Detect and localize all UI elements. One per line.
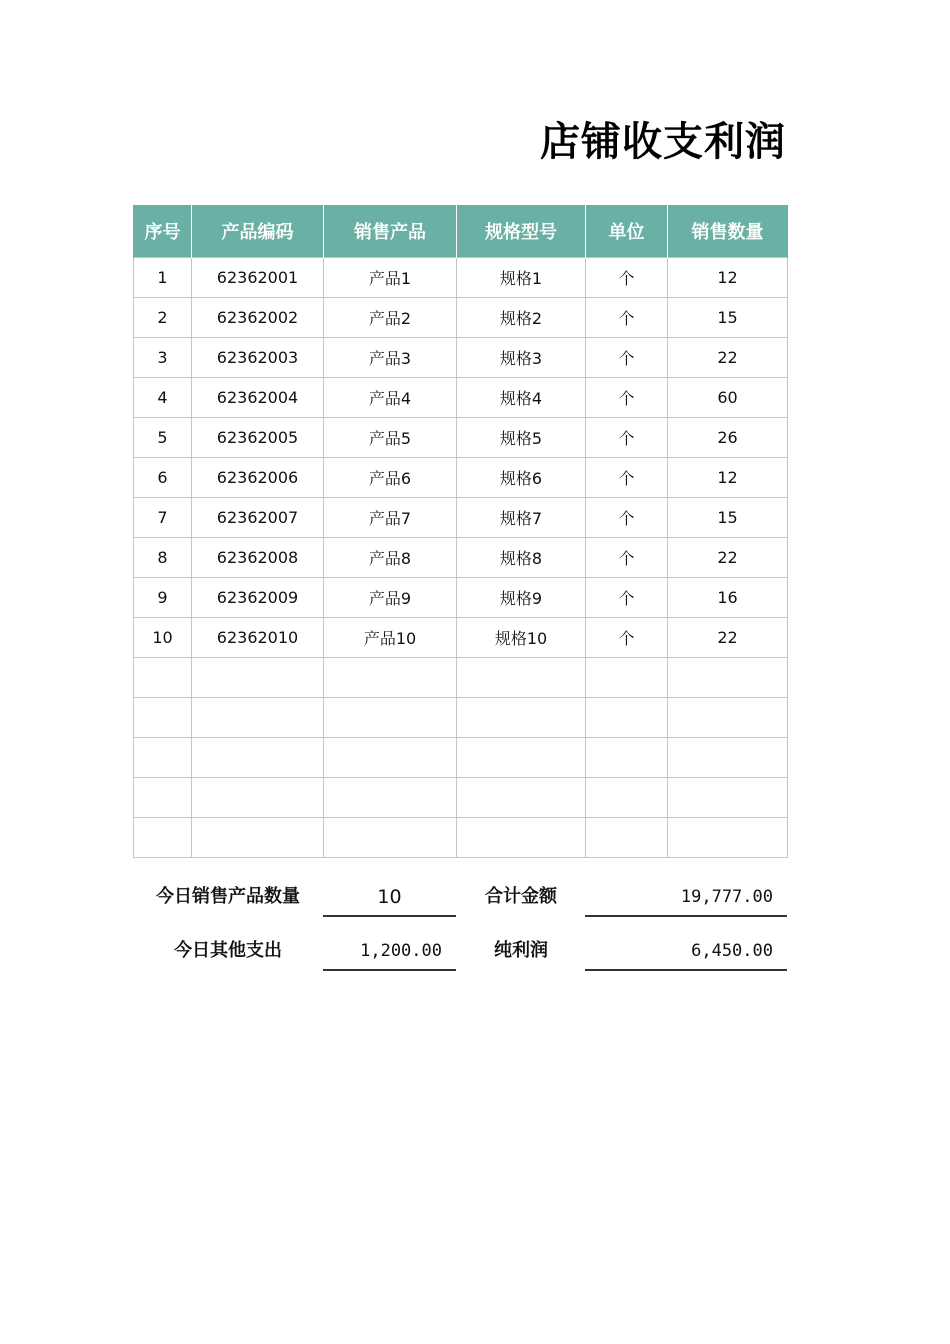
cell-unit: 个 (586, 497, 668, 537)
cell-spec: 规格10 (457, 617, 586, 657)
cell-index: 4 (134, 377, 192, 417)
cell-unit (586, 737, 668, 777)
cell-unit (586, 657, 668, 697)
cell-unit: 个 (586, 417, 668, 457)
sales-table (133, 205, 788, 858)
cell-index: 10 (134, 617, 192, 657)
table-row (134, 497, 788, 537)
products-count-label: 今日销售产品数量 (156, 886, 300, 907)
page-title: 店铺收支利润 (540, 119, 786, 165)
cell-unit: 个 (586, 257, 668, 297)
cell-unit (586, 697, 668, 737)
other-expense-value: 1,200.00 (323, 931, 456, 971)
cell-unit: 个 (586, 297, 668, 337)
cell-product-code (192, 817, 324, 857)
header-unit: 单位 (586, 205, 668, 257)
cell-index (134, 697, 192, 737)
cell-product-code: 62362009 (192, 577, 324, 617)
cell-spec: 规格7 (457, 497, 586, 537)
cell-product: 产品6 (324, 457, 457, 497)
cell-product: 产品1 (324, 257, 457, 297)
cell-spec: 规格6 (457, 457, 586, 497)
cell-product: 产品8 (324, 537, 457, 577)
total-amount-value: 19,777.00 (585, 877, 787, 917)
cell-quantity: 22 (668, 617, 788, 657)
cell-quantity: 15 (668, 497, 788, 537)
cell-quantity: 12 (668, 257, 788, 297)
cell-index (134, 817, 192, 857)
table-row (134, 417, 788, 457)
cell-product-code: 62362003 (192, 337, 324, 377)
cell-product-code: 62362001 (192, 257, 324, 297)
cell-spec: 规格8 (457, 537, 586, 577)
table-row (134, 337, 788, 377)
table-row (134, 577, 788, 617)
cell-product (324, 777, 457, 817)
cell-spec: 规格3 (457, 337, 586, 377)
cell-unit: 个 (586, 457, 668, 497)
table-body (134, 257, 788, 857)
cell-index: 2 (134, 297, 192, 337)
table-row (134, 457, 788, 497)
cell-unit: 个 (586, 617, 668, 657)
table-row (134, 697, 788, 737)
header-index: 序号 (134, 205, 192, 257)
cell-index: 8 (134, 537, 192, 577)
table-row (134, 257, 788, 297)
cell-product: 产品9 (324, 577, 457, 617)
cell-product (324, 817, 457, 857)
cell-quantity (668, 657, 788, 697)
cell-unit (586, 777, 668, 817)
cell-product-code: 62362010 (192, 617, 324, 657)
header-spec: 规格型号 (457, 205, 586, 257)
cell-index: 7 (134, 497, 192, 537)
cell-spec: 规格5 (457, 417, 586, 457)
cell-product-code: 62362002 (192, 297, 324, 337)
cell-index: 1 (134, 257, 192, 297)
cell-quantity (668, 737, 788, 777)
products-count-value: 10 (323, 877, 456, 917)
cell-unit: 个 (586, 337, 668, 377)
cell-quantity: 15 (668, 297, 788, 337)
cell-spec (457, 817, 586, 857)
net-profit-value: 6,450.00 (585, 931, 787, 971)
cell-index: 6 (134, 457, 192, 497)
cell-product: 产品5 (324, 417, 457, 457)
cell-product-code: 62362006 (192, 457, 324, 497)
cell-spec: 规格1 (457, 257, 586, 297)
cell-index: 5 (134, 417, 192, 457)
cell-unit: 个 (586, 537, 668, 577)
cell-product: 产品10 (324, 617, 457, 657)
cell-index: 9 (134, 577, 192, 617)
cell-quantity: 26 (668, 417, 788, 457)
cell-product (324, 697, 457, 737)
cell-quantity: 22 (668, 537, 788, 577)
table-row (134, 817, 788, 857)
cell-quantity: 16 (668, 577, 788, 617)
table-row (134, 737, 788, 777)
cell-product-code: 62362007 (192, 497, 324, 537)
cell-quantity (668, 817, 788, 857)
cell-quantity (668, 697, 788, 737)
cell-spec (457, 737, 586, 777)
cell-product-code: 62362005 (192, 417, 324, 457)
table-row (134, 777, 788, 817)
cell-spec (457, 697, 586, 737)
other-expense-label: 今日其他支出 (174, 940, 282, 961)
cell-product-code (192, 697, 324, 737)
table-header-row (134, 205, 788, 257)
table-row (134, 617, 788, 657)
cell-quantity (668, 777, 788, 817)
table-row (134, 537, 788, 577)
header-product: 销售产品 (324, 205, 457, 257)
cell-product-code (192, 777, 324, 817)
cell-spec: 规格9 (457, 577, 586, 617)
cell-quantity: 60 (668, 377, 788, 417)
cell-unit: 个 (586, 377, 668, 417)
total-amount-label: 合计金额 (485, 886, 557, 907)
cell-product: 产品4 (324, 377, 457, 417)
cell-product-code (192, 737, 324, 777)
cell-unit (586, 817, 668, 857)
cell-product-code: 62362008 (192, 537, 324, 577)
net-profit-label: 纯利润 (494, 940, 548, 961)
cell-spec: 规格2 (457, 297, 586, 337)
table-row (134, 377, 788, 417)
table-row (134, 297, 788, 337)
cell-spec: 规格4 (457, 377, 586, 417)
cell-unit: 个 (586, 577, 668, 617)
cell-product: 产品7 (324, 497, 457, 537)
cell-product: 产品2 (324, 297, 457, 337)
cell-spec (457, 777, 586, 817)
cell-quantity: 12 (668, 457, 788, 497)
cell-product (324, 737, 457, 777)
cell-product: 产品3 (324, 337, 457, 377)
cell-index (134, 737, 192, 777)
cell-product-code (192, 657, 324, 697)
cell-quantity: 22 (668, 337, 788, 377)
cell-spec (457, 657, 586, 697)
cell-index: 3 (134, 337, 192, 377)
cell-product (324, 657, 457, 697)
header-quantity: 销售数量 (668, 205, 788, 257)
cell-index (134, 777, 192, 817)
table-row (134, 657, 788, 697)
cell-product-code: 62362004 (192, 377, 324, 417)
cell-index (134, 657, 192, 697)
header-product-code: 产品编码 (192, 205, 324, 257)
